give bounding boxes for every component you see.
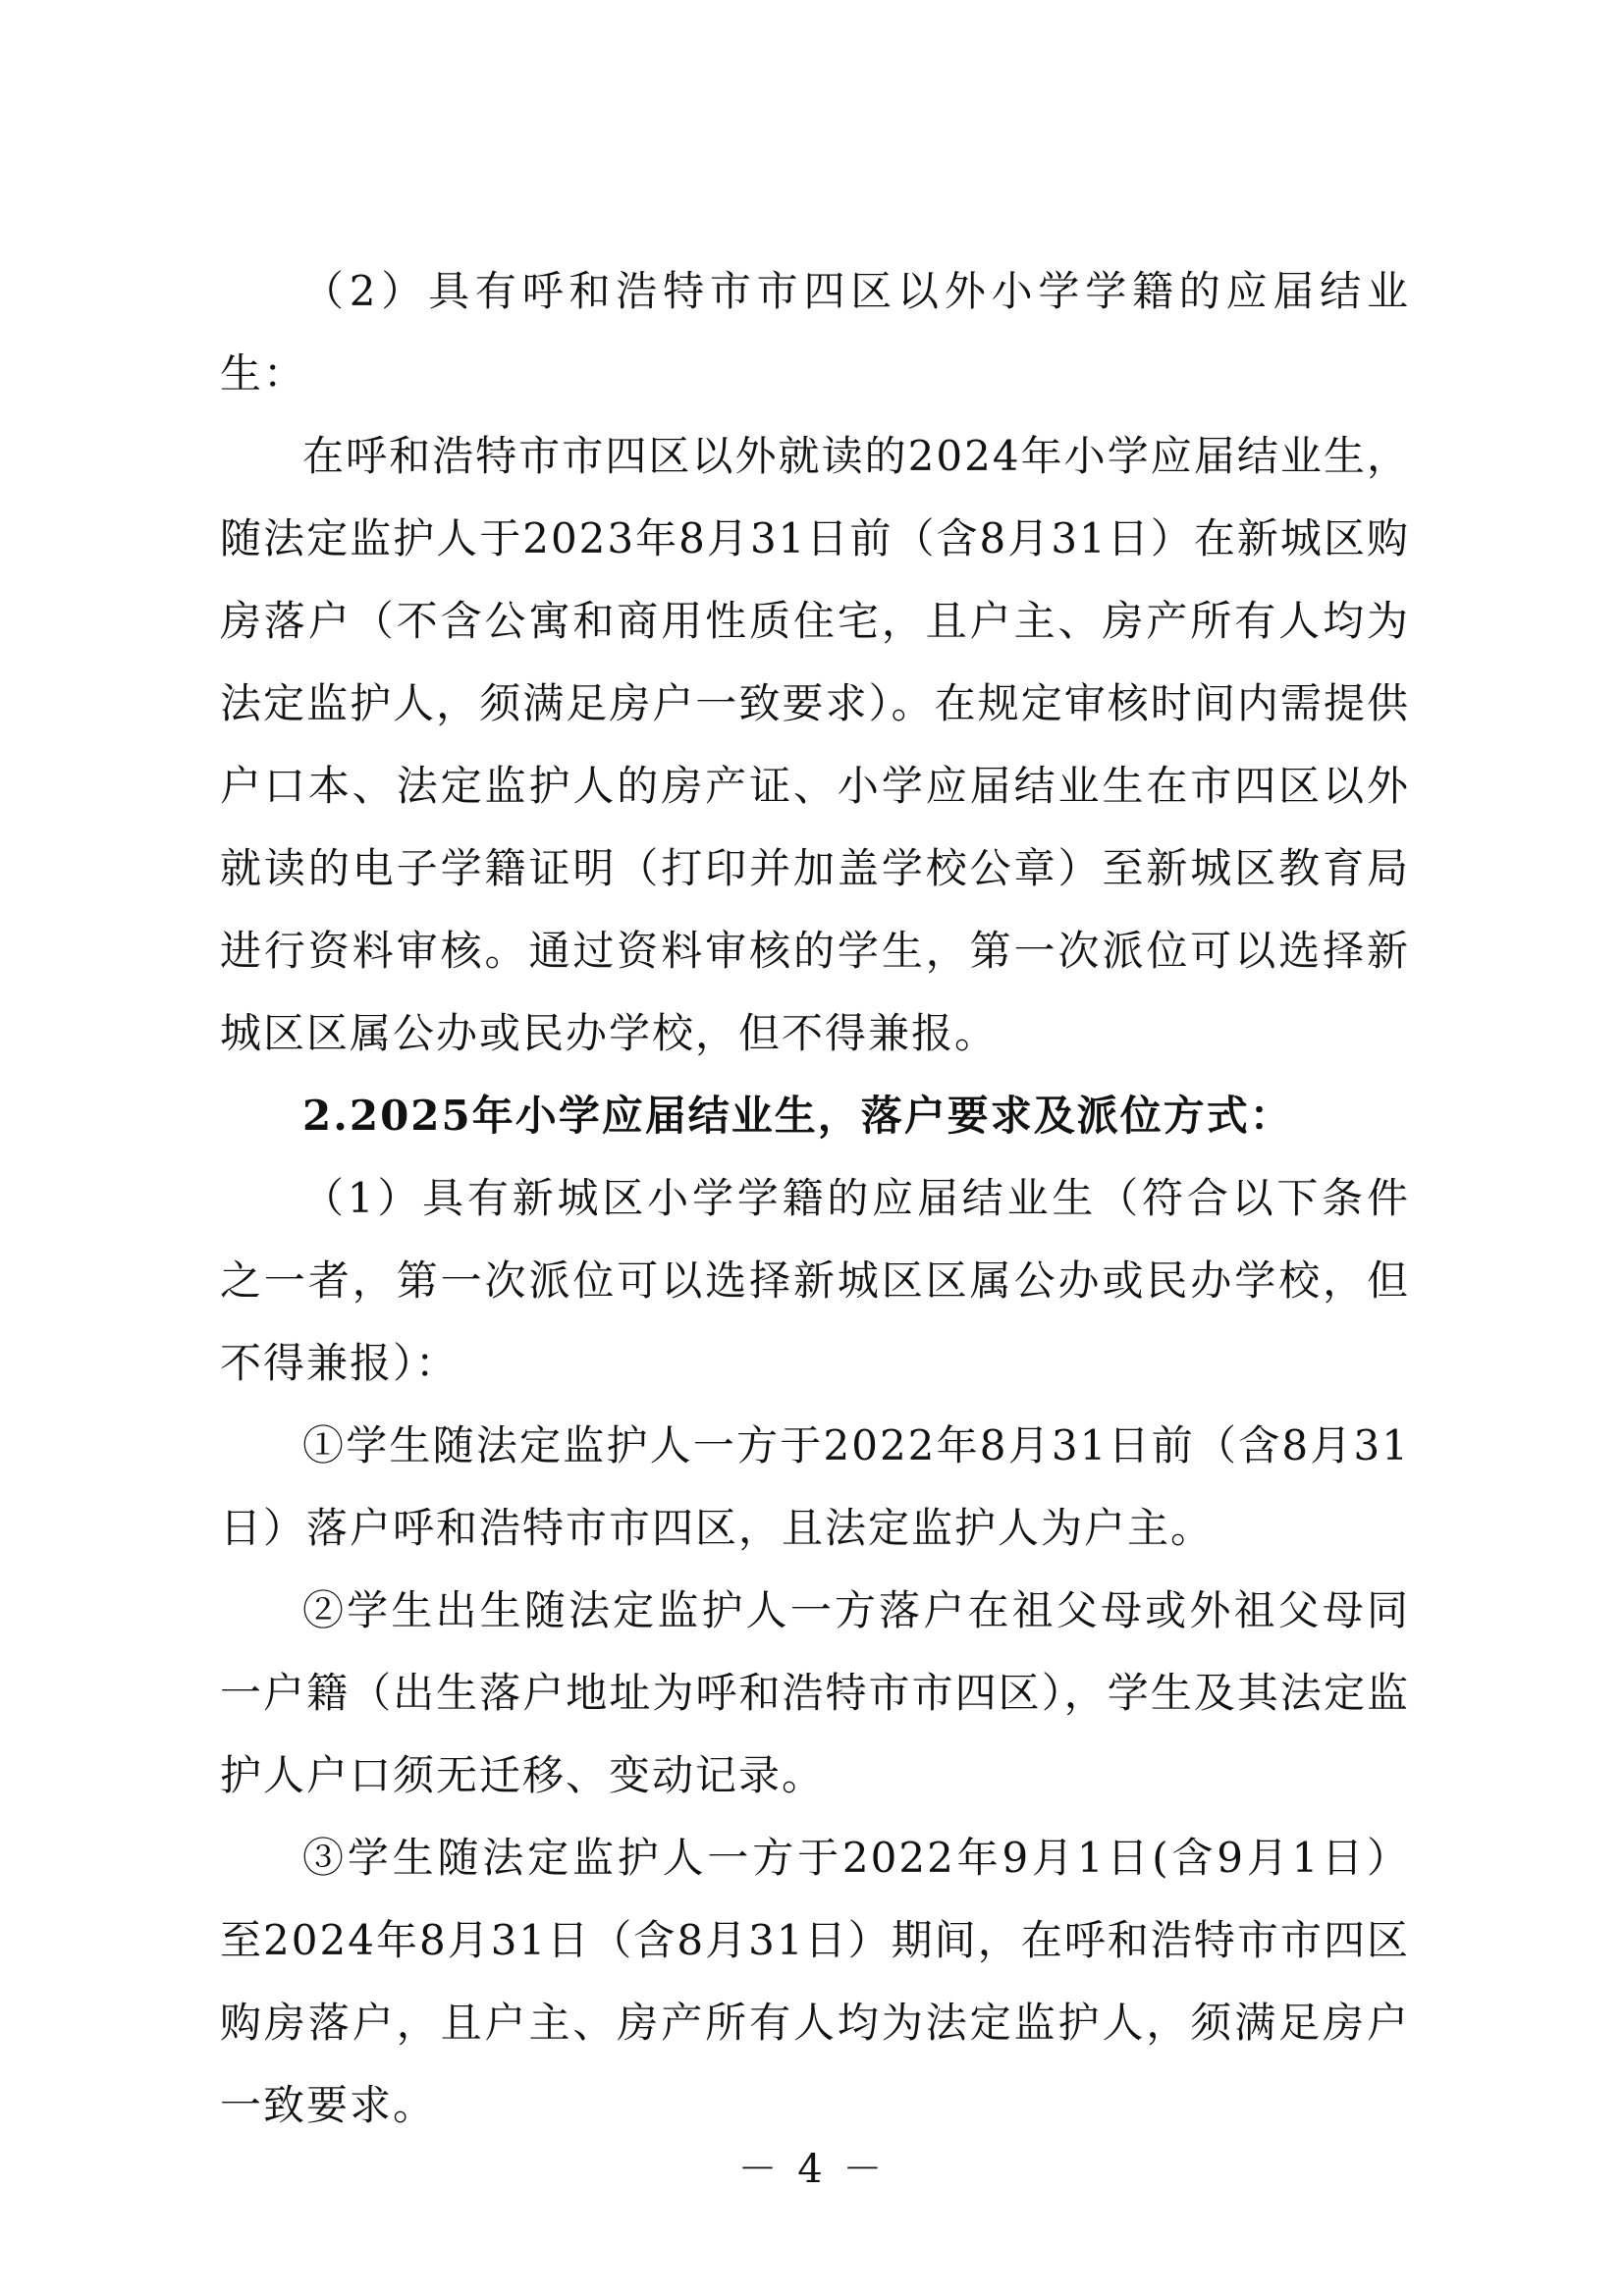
page-number: － 4 － <box>737 2147 887 2192</box>
paragraph-2-2-heading: （2）具有呼和浩特市市四区以外小学学籍的应届结业生： <box>220 267 1410 398</box>
document-body <box>220 250 1410 2147</box>
paragraph-outside-area-requirements: 在呼和浩特市市四区以外就读的2024年小学应届结业生，随法定监护人于2023年8月31日前（含8月31日）在新城区购房落户（不含公寓和商用性质住宅，且户主、房产所有人均为法定监护人，须满足房户一致要求）。在规定审核时间内需提供户口本、法定监护人的房产证、小学应届结业生在市四区以外就读的电子学籍证明（打印并加盖学校公章）至新城区教育局进行资料审核。通过资料审核的学生，第一次派位可以选择新城区区属公办或民办学校，但不得兼报。 <box>220 432 1410 1057</box>
condition-item-3: ③学生随法定监护人一方于2022年9月1日(含9月1日）至2024年8月31日（含8月31日）期间，在呼和浩特市市四区购房落户，且户主、房产所有人均为法定监护人，须满足房户一致要求。 <box>220 1834 1410 2129</box>
condition-item-2: ②学生出生随法定监护人一方落户在祖父母或外祖父母同一户籍（出生落户地址为呼和浩特市市四区），学生及其法定监护人户口须无迁移、变动记录。 <box>220 1586 1410 1799</box>
section-heading-2025: 2.2025年小学应届结业生，落户要求及派位方式： <box>302 1092 1293 1140</box>
paragraph-xincheng-students: （1）具有新城区小学学籍的应届结业生（符合以下条件之一者，第一次派位可以选择新城区区属公办或民办学校，但不得兼报）： <box>220 1174 1410 1387</box>
condition-item-1: ①学生随法定监护人一方于2022年8月31日前（含8月31日）落户呼和浩特市市四区，且法定监护人为户主。 <box>220 1421 1410 1552</box>
